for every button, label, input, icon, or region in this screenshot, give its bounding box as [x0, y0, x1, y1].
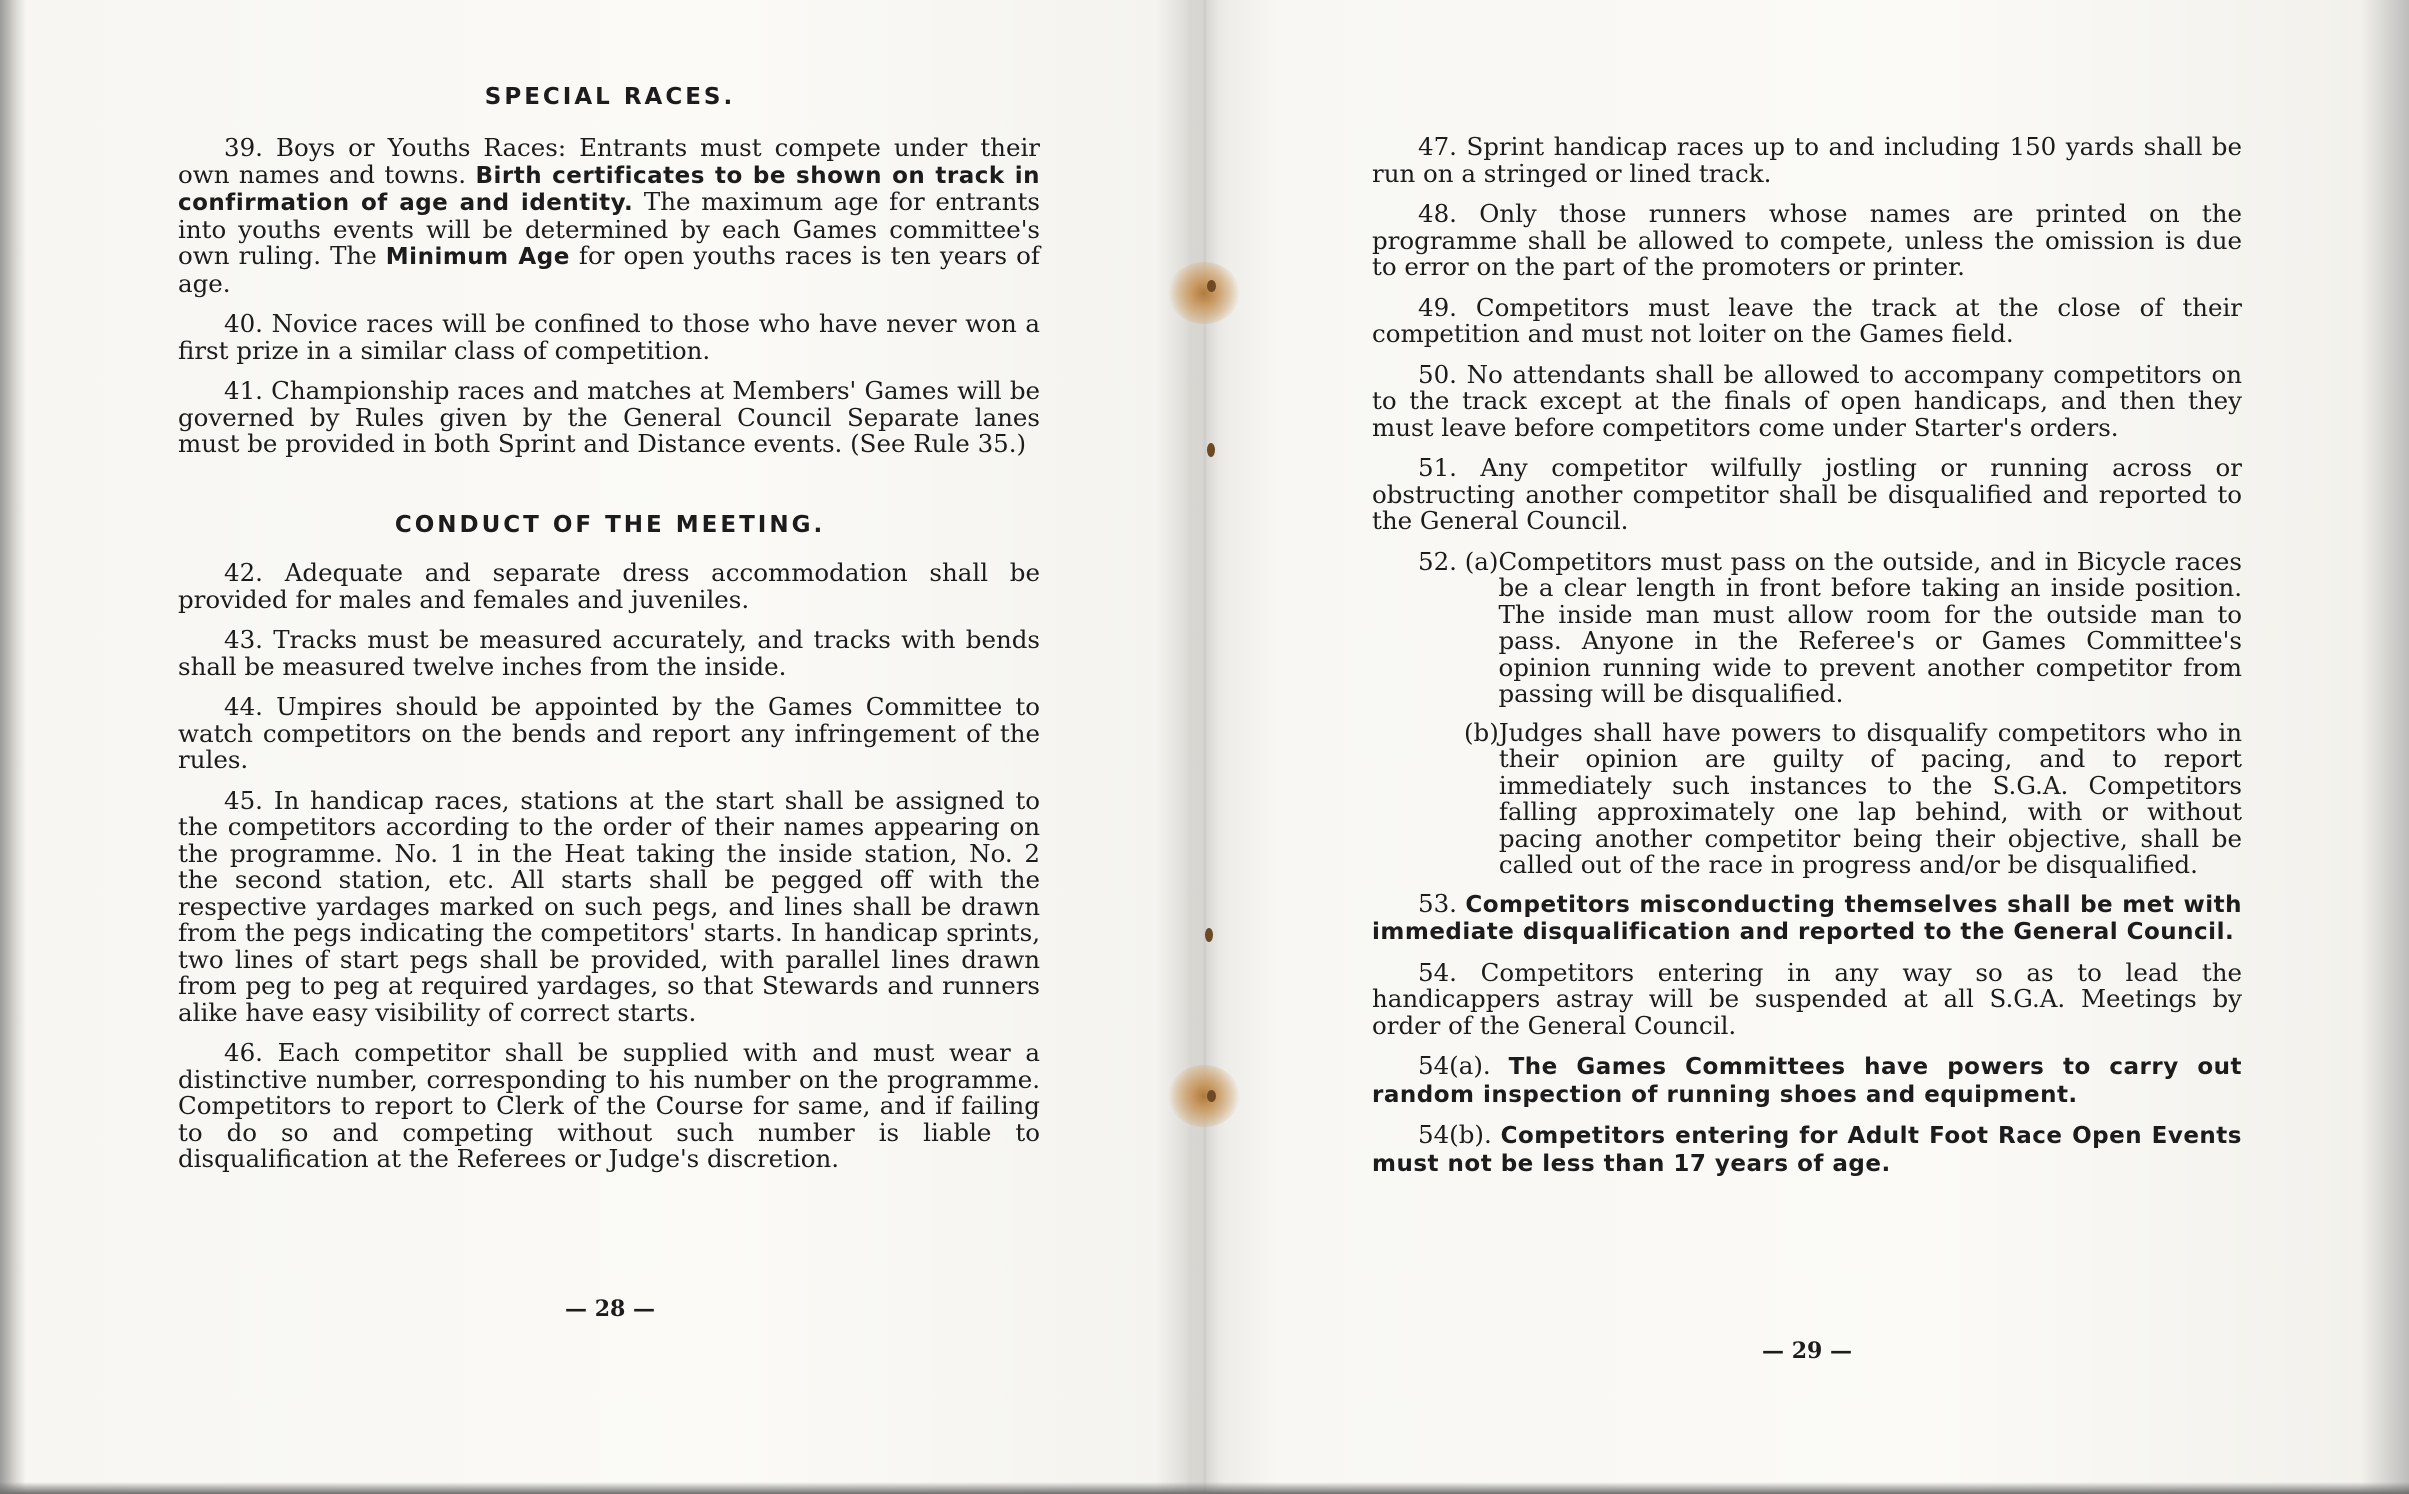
rule-44: 44. Umpires should be appointed by the Games Committee to watch competitors on the bends and report any infringement of the rules. — [178, 692, 1040, 774]
rule-54b: 54(b). Competitors entering for Adult Foot Race Open Events must not be less than 17 years of age. — [1372, 1120, 2242, 1177]
rule-53: 53. Competitors misconducting themselves shall be met with immediate disqualification and reported to the General Council. — [1372, 888, 2242, 945]
rule-51: 51. Any competitor wilfully jostling or running across or obstructing another competitor shall be disqualified and reported to the General Council. — [1372, 453, 2242, 535]
staple-stain — [1168, 262, 1240, 324]
left-page — [170, 0, 1050, 1494]
page-number: — 29 — — [1762, 1338, 1852, 1364]
rule-48: 48. Only those runners whose names are printed on the programme shall be allowed to compete, unless the omission is due to error on the part of the promoters or printer. — [1372, 199, 2242, 281]
rule-52a: 52. (a) Competitors must pass on the outside, and in Bicycle races be a clear length in front before taking an inside position. The inside man must allow room for the outside man to pass. Anyone in the Referee's or Games Committee's opinion running wide to prevent another competitor from passing will be disqualified. — [1418, 546, 2242, 708]
rule-45: 45. In handicap races, stations at the start shall be assigned to the competitors according to the order of their names appearing on the programme. No. 1 in the Heat taking the inside station, No. 2 the second station, etc. All starts shall be pegged off with the respective yardages marked on such pegs, and lines shall be drawn from the pegs indicating the competitors' starts. In handicap sprints, two lines of start pegs shall be provided, with parallel lines drawn from peg to peg at required yardages, so that Stewards and runners alike have easy visibility of correct starts. — [178, 785, 1040, 1027]
rule-40: 40. Novice races will be confined to those who have never won a first prize in a similar class of competition. — [178, 309, 1040, 365]
right-page — [1372, 0, 2242, 1494]
rule-50: 50. No attendants shall be allowed to accompany competitors on to the track except at the finals of open handicaps, and then they must leave before competitors come under Starter's orders. — [1372, 359, 2242, 442]
staple-mark — [1207, 443, 1215, 457]
rule-54a: 54(a). The Games Committees have powers to carry out random inspection of running shoes and equipment. — [1372, 1051, 2243, 1108]
staple-mark — [1207, 280, 1216, 292]
rule-54: 54. Competitors entering in any way so as to lead the handicappers astray will be suspended at all S.G.A. Meetings by order of the General Council. — [1372, 957, 2242, 1040]
staple-mark — [1207, 1090, 1216, 1102]
section-heading-conduct: CONDUCT OF THE MEETING. — [394, 512, 826, 538]
rule-52b: (b) Judges shall have powers to disqualify competitors who in their opinion are guilty of pacing, and to report immediately such instances to the S.G.A. Competitors falling approximately one lap behind, with or without pacing another competitor being their objective, shall be called out of the race in progress and/or be disqualified. — [1464, 717, 2242, 879]
rule-49: 49. Competitors must leave the track at the close of their competition and must not loiter on the Games field. — [1372, 292, 2242, 348]
page-edge — [0, 0, 26, 1494]
rule-46: 46. Each competitor shall be supplied with and must wear a distinctive number, corresponding to his number on the programme. Competitors to report to Clerk of the Course for same, and if failing to do so and competing without such number is liable to disqualification at the Referees or Judge's discretion. — [178, 1038, 1040, 1173]
staple-mark — [1205, 928, 1213, 942]
rule-43: 43. Tracks must be measured accurately, and tracks with bends shall be measured twelve inches from the inside. — [178, 625, 1040, 681]
staple-stain — [1168, 1065, 1240, 1127]
section-heading-special-races: SPECIAL RACES. — [484, 84, 736, 110]
rule-41: 41. Championship races and matches at Members' Games will be governed by Rules given by the General Council Separate lanes must be provided in both Sprint and Distance events. (See Rule 35.) — [178, 376, 1040, 458]
rule-47: 47. Sprint handicap races up to and including 150 yards shall be run on a stringed or lined track. — [1372, 132, 2242, 188]
rule-42: 42. Adequate and separate dress accommodation shall be provided for males and females and juveniles. — [178, 558, 1040, 614]
rule-39: 39. Boys or Youths Races: Entrants must compete under their own names and towns. Birth certificates to be shown on track in confirmation of age and identity. The maximum age for entrants into youths events will be determined by each Games committee's own ruling. The Minimum Age for open youths races is ten years of age. — [178, 133, 1041, 298]
page-number: — 28 — — [565, 1296, 655, 1322]
book-gutter — [1185, 0, 1225, 1494]
